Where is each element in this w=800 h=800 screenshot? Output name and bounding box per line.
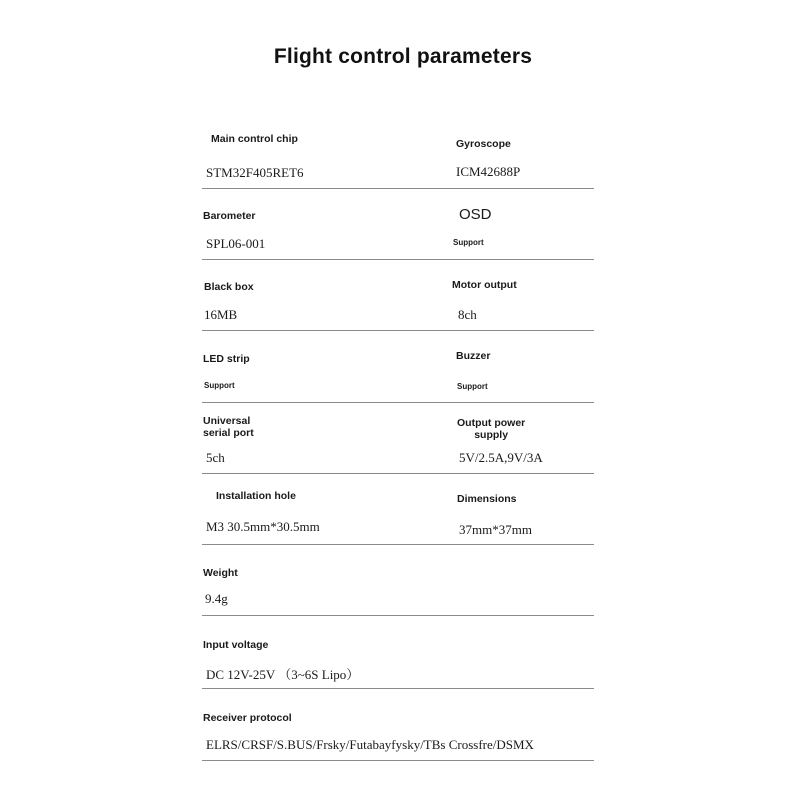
spec-value-input-voltage: DC 12V-25V （3~6S Lipo） <box>206 667 360 682</box>
spec-label-gyroscope: Gyroscope <box>456 138 511 150</box>
spec-value-motor-output: 8ch <box>458 307 477 322</box>
spec-value-installation-hole: M3 30.5mm*30.5mm <box>206 519 320 534</box>
spec-row-weight <box>202 545 594 616</box>
spec-label-black-box: Black box <box>204 281 254 293</box>
spec-label-motor-output: Motor output <box>452 279 517 291</box>
spec-value-universal-serial-port: 5ch <box>206 450 225 465</box>
spec-value-main-control-chip: STM32F405RET6 <box>206 165 304 180</box>
spec-value-osd: Support <box>453 238 484 247</box>
spec-label-main-control-chip: Main control chip <box>211 133 298 145</box>
spec-label-receiver-protocol: Receiver protocol <box>203 712 292 724</box>
spec-row-black-box <box>202 260 594 331</box>
spec-row-led-strip <box>202 331 594 403</box>
spec-label-installation-hole: Installation hole <box>216 490 296 502</box>
spec-value-receiver-protocol: ELRS/CRSF/S.BUS/Frsky/Futabayfysky/TBs Crossfre/DSMX <box>206 737 534 752</box>
spec-label-barometer: Barometer <box>203 210 256 222</box>
page-title: Flight control parameters <box>273 45 533 68</box>
spec-value-led-strip: Support <box>204 381 235 390</box>
spec-label-input-voltage: Input voltage <box>203 639 269 651</box>
spec-value-buzzer: Support <box>457 382 488 391</box>
spec-label-output-power-supply: Output power supply <box>457 417 526 441</box>
spec-label-universal-serial-port: Universal serial port <box>203 415 254 439</box>
spec-row-barometer <box>202 189 594 260</box>
spec-value-black-box: 16MB <box>204 307 238 322</box>
spec-label-led-strip: LED strip <box>203 353 250 365</box>
spec-row-installation-hole <box>202 474 594 545</box>
spec-row-main-control-chip <box>202 118 594 189</box>
spec-value-weight: 9.4g <box>205 591 228 606</box>
spec-value-barometer: SPL06-001 <box>206 236 266 251</box>
spec-value-output-power-supply: 5V/2.5A,9V/3A <box>459 450 543 465</box>
spec-label-osd: OSD <box>459 206 492 223</box>
spec-row-receiver-protocol <box>202 689 594 761</box>
spec-row-input-voltage <box>202 616 594 689</box>
spec-row-universal-serial-port <box>202 403 594 474</box>
spec-label-buzzer: Buzzer <box>456 350 491 362</box>
spec-value-gyroscope: ICM42688P <box>456 164 521 179</box>
spec-label-weight: Weight <box>203 567 238 579</box>
spec-label-dimensions: Dimensions <box>457 493 517 505</box>
spec-value-dimensions: 37mm*37mm <box>459 522 532 537</box>
